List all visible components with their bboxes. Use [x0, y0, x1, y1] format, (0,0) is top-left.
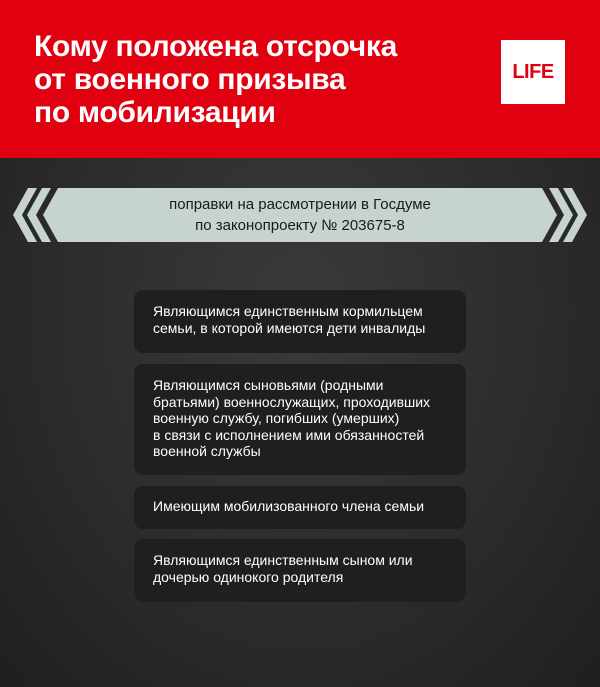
title-line: по мобилизации: [34, 96, 276, 129]
card-line: дочерью одинокого родителя: [153, 568, 344, 585]
card-line: Являющимся единственным кормильцем: [153, 303, 423, 319]
card-line: семьи, в которой имеются дети инвалиды: [153, 319, 426, 336]
deferment-card: [134, 364, 466, 475]
deferment-card: [134, 539, 466, 602]
card-line: Являющимся сыновьями (родными: [153, 377, 384, 393]
card-line: Имеющим мобилизованного члена семьи: [153, 498, 425, 514]
card-line: военную службу, погибших (умерших): [153, 410, 400, 426]
card-line: Являющимся единственным сыном или: [153, 552, 413, 568]
life-logo: [501, 40, 565, 104]
card-line: братьями) военнослужащих, проходивших: [153, 393, 431, 410]
subtitle-banner: [0, 186, 600, 246]
page-title: [34, 30, 474, 129]
banner-text: [60, 194, 540, 236]
logo-text: LIFE: [512, 60, 554, 83]
title-line: Кому положена отсрочка: [34, 30, 398, 63]
deferment-card: [134, 290, 466, 353]
deferment-card: [134, 486, 466, 529]
banner-line: поправки на рассмотрении в Госдуме: [169, 196, 431, 213]
banner-line: по законопроекту № 203675-8: [195, 217, 405, 234]
card-line: в связи с исполнением ими обязанностей: [153, 426, 425, 443]
header-bar: [0, 0, 600, 158]
card-line: военной службы: [153, 443, 261, 459]
title-line: от военного призыва: [34, 63, 346, 96]
